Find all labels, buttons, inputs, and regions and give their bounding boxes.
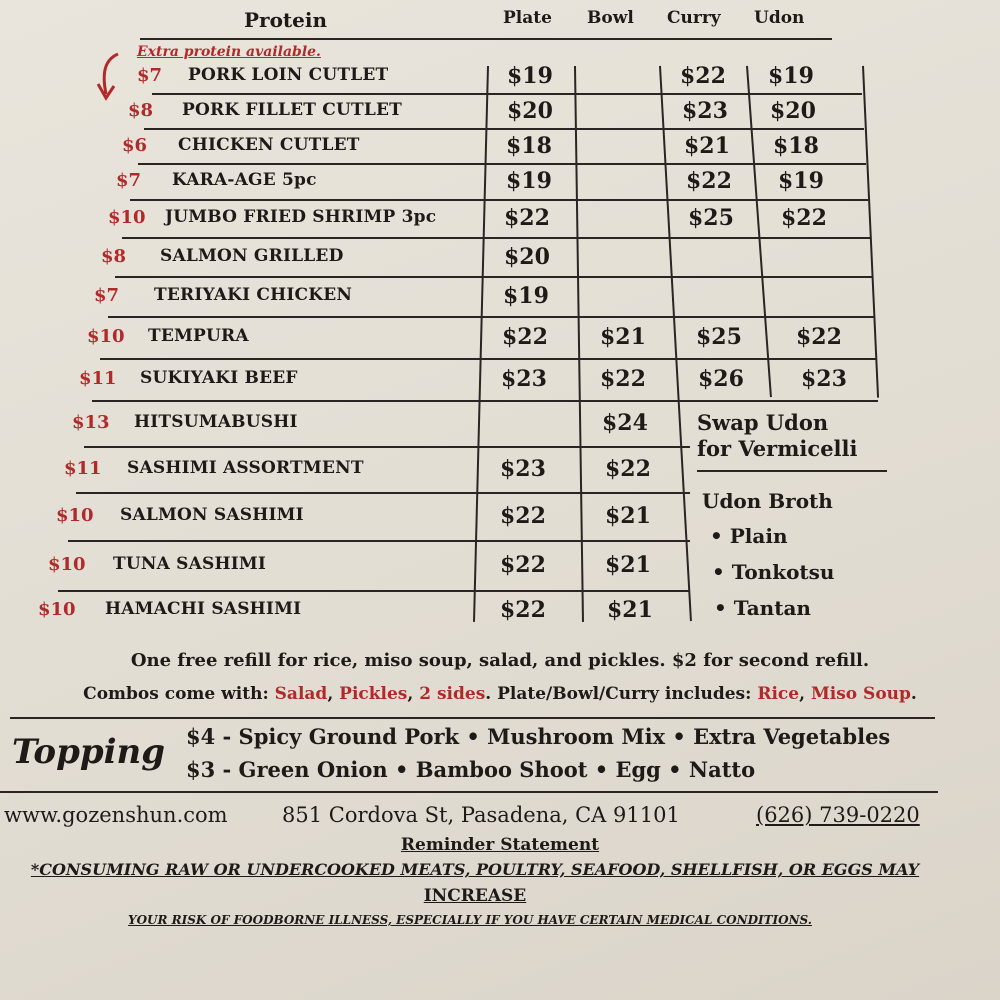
reminder-title: Reminder Statement: [400, 835, 600, 855]
plate-price: $20: [504, 243, 550, 270]
column-divider: [746, 66, 772, 397]
row-divider: [68, 540, 690, 542]
udon-price: $22: [796, 324, 842, 350]
udon-price: $20: [770, 97, 816, 124]
plate-price: $22: [502, 324, 548, 350]
row-divider: [152, 93, 862, 95]
topping-top-divider: [10, 717, 935, 719]
curved-arrow-icon: [94, 50, 124, 102]
curry-price: $26: [698, 366, 744, 392]
combo-end: .: [910, 684, 917, 704]
item-name: SALMON SASHIMI: [120, 505, 304, 525]
extra-price: $10: [108, 207, 146, 228]
item-name: PORK FILLET CUTLET: [182, 99, 403, 120]
extra-price: $10: [48, 554, 86, 575]
swap-line-2: for Vermicelli: [697, 436, 858, 461]
combo-sides: 2 sides: [419, 684, 486, 704]
item-name: SALMON GRILLED: [160, 245, 344, 266]
combo-miso: Miso Soup: [810, 684, 911, 704]
udon-price: $18: [773, 132, 819, 159]
topping-line-2: $3 - Green Onion • Bamboo Shoot • Egg • Natto: [186, 757, 756, 782]
combo-rice: Rice: [757, 684, 800, 704]
udon-price: $23: [801, 366, 847, 392]
broth-plain: • Plain: [710, 524, 788, 548]
bowl-price: $21: [605, 503, 651, 529]
combo-pickles: Pickles: [339, 684, 408, 704]
item-name: TUNA SASHIMI: [113, 554, 267, 574]
bowl-price: $24: [602, 410, 648, 436]
extra-price: $10: [87, 326, 125, 347]
column-divider: [574, 66, 584, 622]
item-name: TERIYAKI CHICKEN: [154, 285, 353, 305]
row-divider: [84, 446, 690, 448]
udon-price: $22: [781, 205, 827, 231]
reminder-line-1: *CONSUMING RAW OR UNDERCOOKED MEATS, POULTRY, SEAFOOD, SHELLFISH, OR EGGS MAY: [30, 860, 920, 879]
bowl-price: $21: [605, 552, 651, 578]
plate-header: Plate: [503, 8, 552, 28]
bowl-price: $21: [600, 324, 646, 350]
swap-line-1: Swap Udon: [697, 410, 829, 435]
swap-note: [697, 410, 857, 462]
row-divider: [108, 316, 874, 318]
curry-price: $23: [682, 97, 728, 124]
plate-price: $22: [500, 552, 546, 578]
item-name: JUMBO FRIED SHRIMP 3pc: [165, 207, 437, 227]
topping-title: Topping: [12, 732, 166, 772]
plate-price: $19: [503, 283, 549, 309]
combo-sep-1: ,: [327, 684, 340, 704]
row-divider: [58, 590, 690, 592]
udon-price: $19: [768, 62, 814, 89]
extra-price: $7: [94, 285, 120, 306]
plate-price: $18: [506, 132, 552, 159]
bowl-price: $21: [607, 597, 653, 623]
extra-price: $7: [116, 170, 142, 191]
curry-header: Curry: [667, 8, 721, 28]
phone: (626) 739-0220: [756, 803, 920, 827]
extra-price: $11: [64, 458, 102, 479]
item-name: CHICKEN CUTLET: [178, 134, 360, 155]
combo-prefix: Combos come with:: [83, 684, 275, 704]
broth-tantan: • Tantan: [714, 596, 811, 620]
row-divider: [138, 163, 866, 165]
reminder-line-3: YOUR RISK OF FOODBORNE ILLNESS, ESPECIALLY IF YOU HAVE CERTAIN MEDICAL CONDITIONS.: [128, 913, 812, 927]
item-name: HITSUMABUSHI: [134, 412, 298, 432]
item-name: SASHIMI ASSORTMENT: [127, 458, 364, 478]
row-divider: [92, 400, 878, 402]
curry-price: $25: [688, 205, 734, 231]
plate-price: $20: [507, 97, 553, 124]
item-name: KARA-AGE 5pc: [172, 170, 317, 190]
bowl-price: $22: [600, 366, 646, 392]
extra-price: $8: [101, 245, 127, 267]
extra-price: $7: [137, 64, 163, 86]
plate-price: $19: [506, 168, 552, 194]
protein-header: Protein: [244, 8, 328, 32]
curry-price: $25: [696, 324, 742, 350]
extra-price: $10: [38, 599, 76, 620]
side-divider: [697, 470, 887, 472]
combo-sep-3: ,: [799, 684, 811, 704]
combo-sep-2: ,: [407, 684, 420, 704]
udon-price: $19: [778, 168, 824, 194]
item-name: PORK LOIN CUTLET: [188, 64, 389, 85]
header-divider: [140, 38, 832, 40]
extra-protein-note: Extra protein available.: [137, 44, 321, 60]
reminder-line-2: INCREASE: [423, 886, 527, 906]
row-divider: [100, 358, 876, 360]
refill-note: One free refill for rice, miso soup, salad, and pickles. $2 for second refill.: [130, 650, 870, 671]
extra-price: $11: [79, 368, 117, 389]
plate-price: $23: [500, 456, 546, 482]
row-divider: [76, 492, 690, 494]
table-right-border: [862, 66, 879, 398]
broth-tonkotsu: • Tonkotsu: [712, 560, 835, 584]
extra-price: $10: [56, 505, 94, 526]
curry-price: $22: [686, 168, 732, 194]
bowl-price: $22: [605, 456, 651, 482]
udon-header: Udon: [754, 8, 805, 28]
item-name: HAMACHI SASHIMI: [105, 599, 302, 619]
plate-price: $22: [500, 597, 546, 623]
topping-line-1: $4 - Spicy Ground Pork • Mushroom Mix • Extra Vegetables: [186, 724, 891, 749]
curry-price: $22: [680, 62, 726, 89]
curry-price: $21: [684, 132, 730, 159]
row-divider: [115, 276, 872, 278]
plate-price: $22: [504, 205, 550, 231]
item-name: SUKIYAKI BEEF: [140, 368, 298, 388]
combo-salad: Salad: [274, 684, 328, 704]
combo-mid: . Plate/Bowl/Curry includes:: [485, 684, 758, 704]
extra-price: $6: [122, 134, 148, 156]
topping-bottom-divider: [0, 791, 938, 793]
row-divider: [144, 128, 864, 130]
plate-price: $22: [500, 503, 546, 529]
bowl-header: Bowl: [587, 8, 634, 28]
website: www.gozenshun.com: [4, 803, 228, 827]
combo-note: [0, 684, 1000, 704]
udon-broth-title: Udon Broth: [702, 489, 833, 513]
column-divider: [473, 66, 489, 622]
address: 851 Cordova St, Pasadena, CA 91101: [282, 803, 680, 827]
plate-price: $19: [507, 62, 553, 89]
item-name: TEMPURA: [148, 326, 249, 346]
extra-price: $13: [72, 412, 110, 433]
extra-price: $8: [128, 99, 154, 121]
plate-price: $23: [501, 366, 547, 392]
